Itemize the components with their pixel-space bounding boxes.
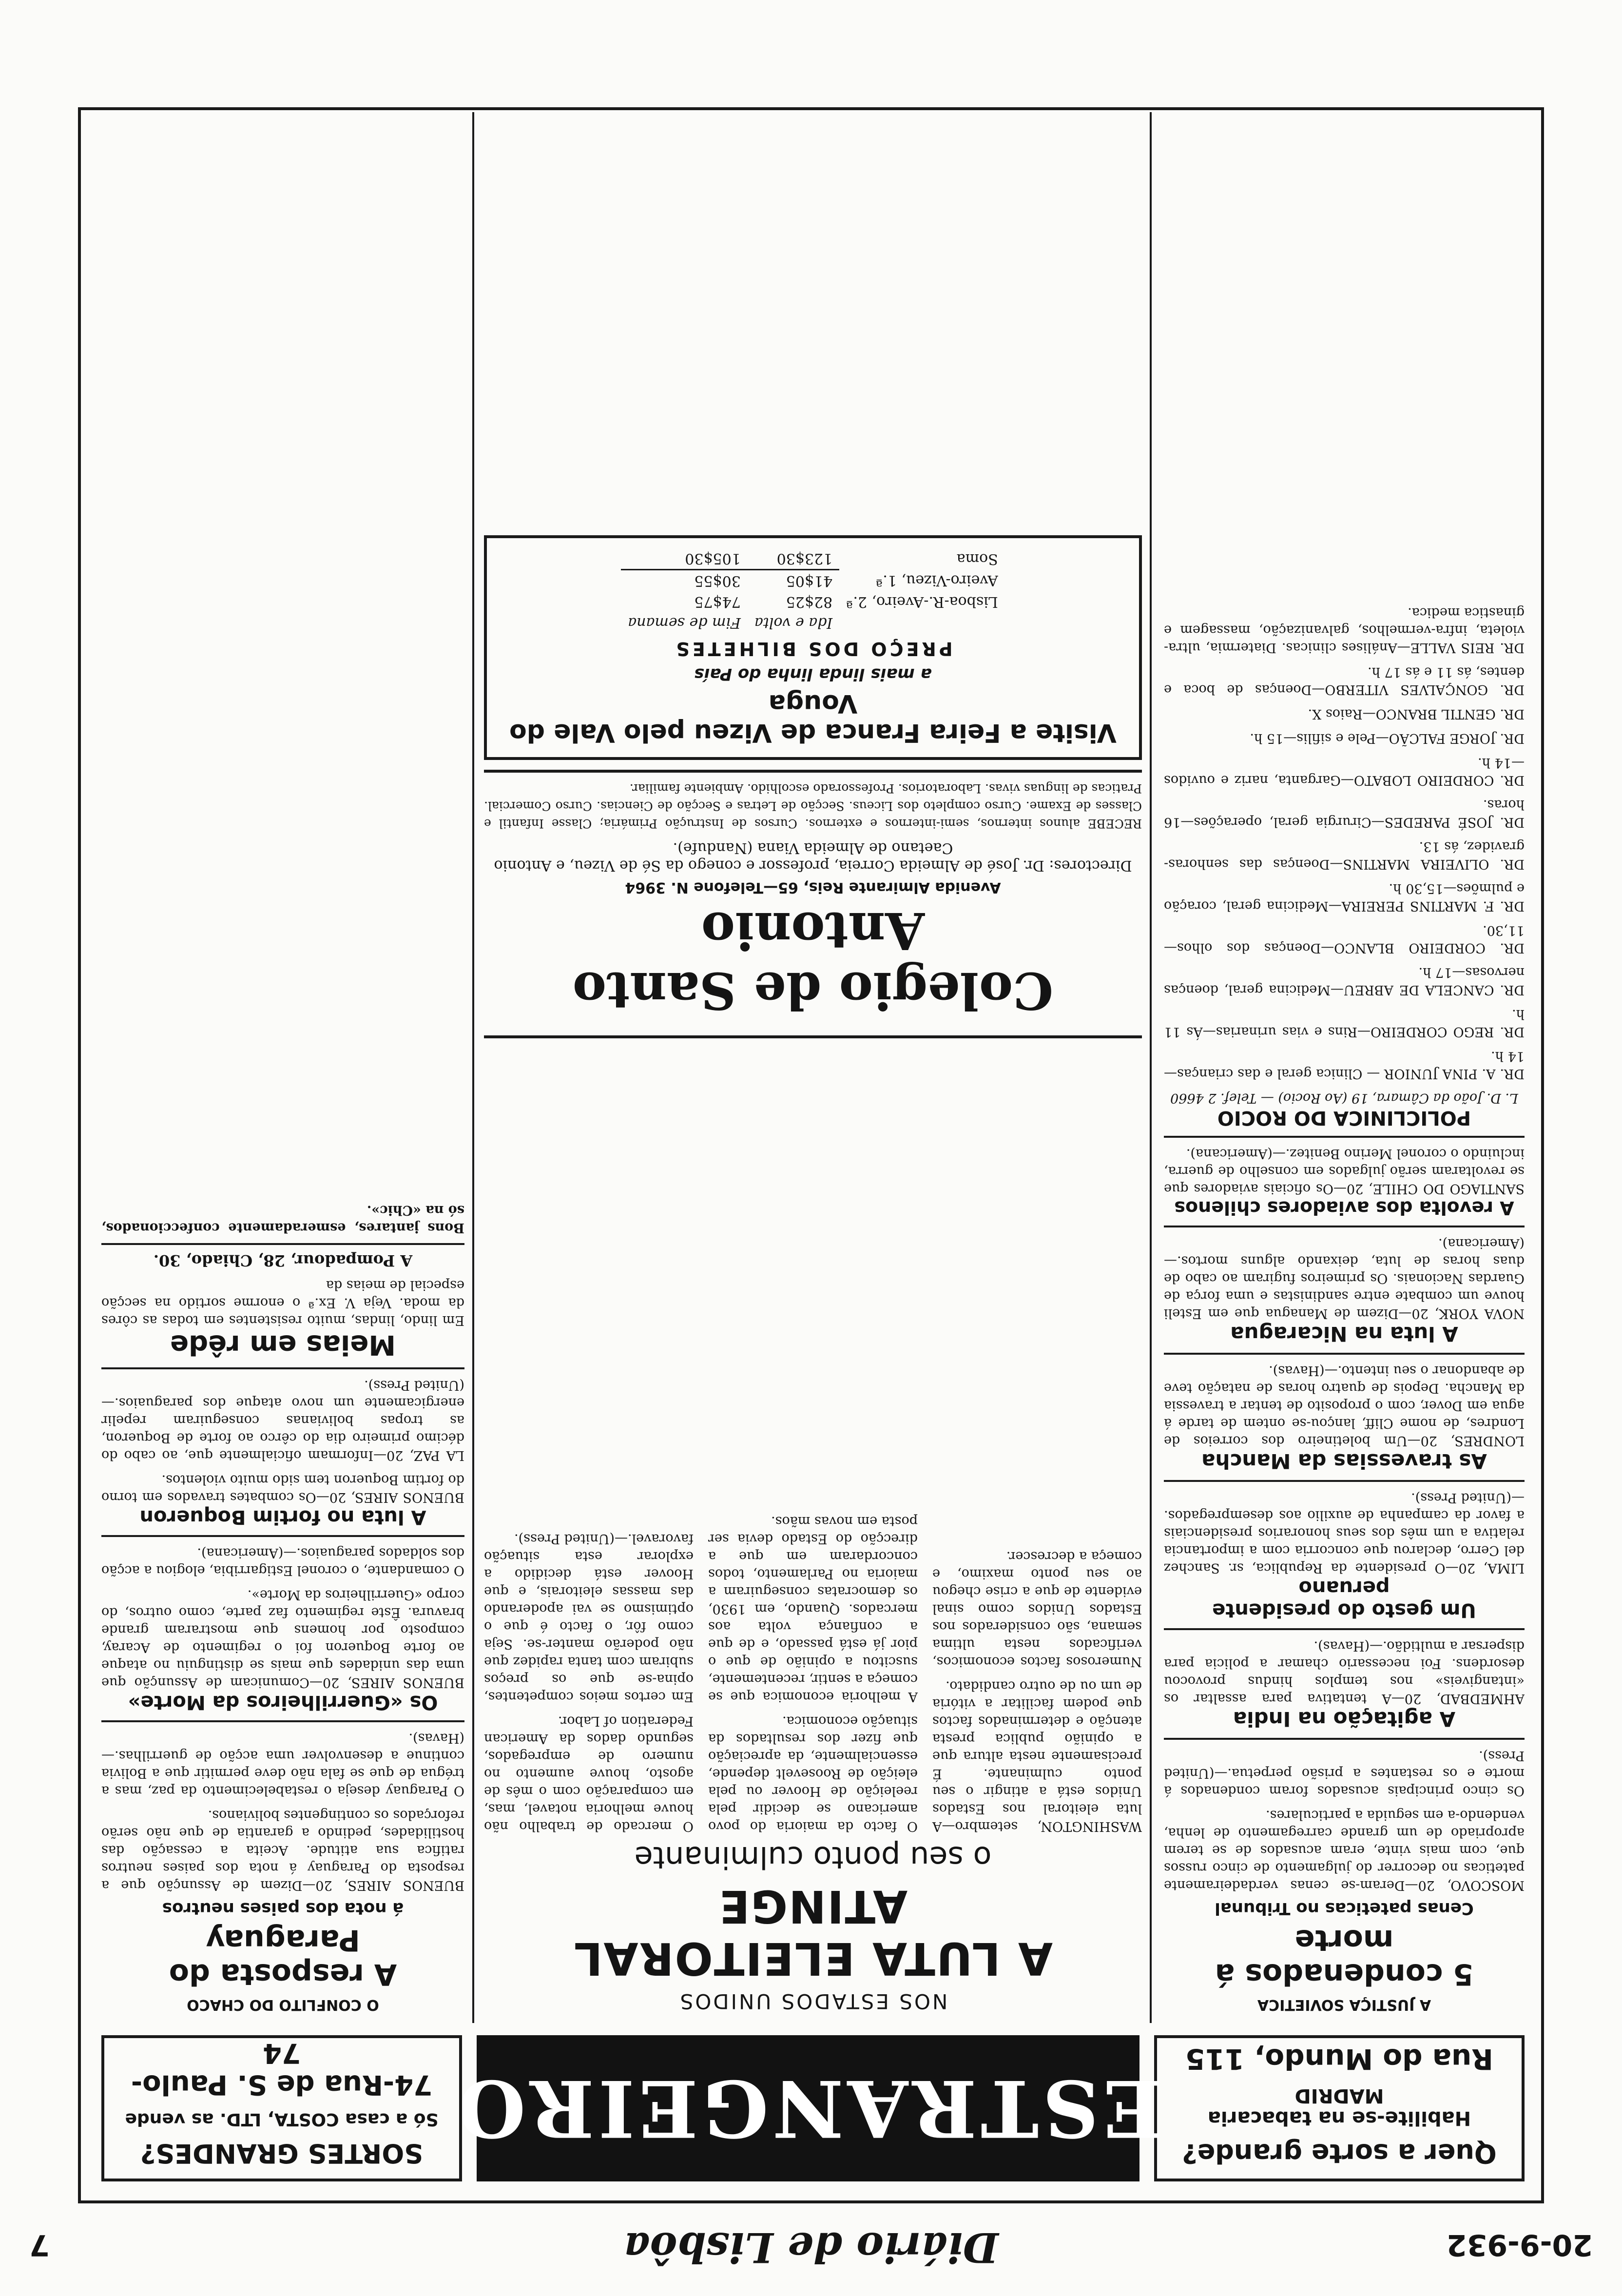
divider <box>1164 1480 1525 1482</box>
table-row <box>621 591 1004 612</box>
chaco-column <box>101 117 464 2018</box>
section-banner-text: ESTRANGEIRO <box>454 2063 1162 2154</box>
clinic-line: DR. CANCELA DE ABREU—Medicina geral, doenças nervosas—17 h. <box>1164 965 1525 997</box>
clinic-line: DR. F. MARTINS PEREIRA—Medicina geral, coração e pulmões—15,30 h. <box>1164 881 1525 914</box>
kicker-justica: A JUSTIÇA SOVIETICA <box>1257 1996 1431 2013</box>
article-paragraph: O facto da maioria do povo americano se decidir pela reeleição de Hoover ou pela eleição de Roosevelt depende, essencialmente, da apreciação que fizer dos resultados da situação economica. <box>708 1713 918 1834</box>
column-rule <box>1150 112 1152 2023</box>
article-paragraph: AHMEDBAD, 20—A tentativa para assaltar os «intangiveis» nos templos hindus provocou desordens. Foi necessario chamar a policia para dispersar a multidão.—(Havas). <box>1164 1638 1525 1706</box>
article-paragraph: BUENOS AIRES, 20—Os combates travados em torno do fortim Boqueron tem sido muito violentos. <box>101 1472 464 1505</box>
headline-india: A agitação na India <box>1233 1707 1456 1731</box>
headline-condenados: 5 condenados á morte <box>1215 1923 1474 1991</box>
article-paragraph: O comandante, o coronel Estigarribia, elogiou a acção dos soldados paraguaios.—(Americana). <box>101 1545 464 1578</box>
table-cell: 41$05 <box>786 572 833 589</box>
article-columns <box>484 1045 1142 1835</box>
divider <box>1164 1628 1525 1630</box>
article-paragraph: WASHINGTON, setembro—A luta eleitoral nos Estados Unidos está a atingir o seu ponto culminante. É precisamente nesta altura que a opinião publica presta atenção e determinados factos que podem facilitar a vitória de um ou de outro candidato. <box>932 1678 1142 1834</box>
ad-sorte-line2: Habilite-se na tabacaria MADRID <box>1207 2084 1471 2129</box>
clinic-line: DR. OLIVEIRA MARTINS—Doenças das senhoras-gravidez, ás 13. <box>1164 839 1525 872</box>
table-row <box>621 570 1004 592</box>
center-column <box>484 117 1142 2018</box>
ad-sortes <box>101 2035 462 2181</box>
column-rule <box>472 112 474 2023</box>
clinic-line: DR. CORDEIRO BLANCO—Doenças dos olhos—11,30. <box>1164 923 1525 955</box>
subhead-neutros: á nota dos paises neutros <box>162 1899 404 1918</box>
article-paragraph: SANTIAGO DO CHILE, 20—Os oficiais aviadores que se revoltaram serão julgados em conselho de guerra, incluindo o coronel Merino Benitez.—(Americana). <box>1164 1146 1525 1196</box>
clinic-line: DR. CORDEIRO LOBATO—Garganta, nariz e ouvidos—14 h. <box>1164 755 1525 788</box>
world-news-column <box>1164 117 1525 2018</box>
table-row <box>621 548 1004 570</box>
table-cell: Aveiro-Vizeu, 1.ª <box>876 572 998 589</box>
clinic-line: DR. JORGE FALCÃO—Pele e sifilis—15 h. <box>1250 731 1525 746</box>
vouga-ad <box>484 535 1142 760</box>
article-paragraph: O mercado de trabalho não houve melhoria notavel, mas, em comparação com o mês de agosto, houve aumento no numero de empregados, segundo dados da American Federation of Labor. <box>484 1713 694 1834</box>
headline-luta-eleitoral: A LUTA ELEITORAL ATINGE <box>573 1880 1053 1985</box>
divider <box>1164 1226 1525 1227</box>
table-header <box>839 612 1005 633</box>
ad-paragraph: Em lindo, lindas, muito resistentes em todas as côres da moda. Veja V. Ex.ª o enorme sortido na secção especial de meias da <box>101 1278 464 1328</box>
divider <box>484 770 1142 773</box>
article-paragraph: NOVA YORK, 20—Dizem de Managua que em Esteli houve um combate entre sandinistas e uma força de Guardas Nacionais. Os primeiros fugiram ao cabo de duas horas de luta, deixando alguns mortos.—(Americana). <box>1164 1236 1525 1321</box>
headline-meias: Meias em rêde <box>170 1329 396 1361</box>
divider <box>101 1367 464 1369</box>
headline-guerrilheiros: Os «Guerrilheiros da Morte» <box>128 1691 438 1713</box>
table-cell: 30$55 <box>694 572 741 589</box>
table-header: Ida e volta <box>754 614 833 631</box>
kicker-chaco: O CONFLITO DO CHACO <box>187 1996 379 2013</box>
divider <box>1164 1353 1525 1355</box>
article-paragraph: Em certos meios competentes, opina-se que os preços subiram com tanta rapidez que não poderão manter-se. Seja como fôr, o facto é que o optimismo se vai apoderando das massas eleitorais, e que Hoover está decidido a explorar esta situação favoravel.—(United Press). <box>484 1531 694 1704</box>
divider <box>1164 1738 1525 1740</box>
table-cell: 105$30 <box>621 548 748 570</box>
headline-paraguay: A resposta do Paraguay <box>169 1923 397 1991</box>
ad-paragraph: A Pompadour, 28, Chiado, 30. <box>153 1251 413 1270</box>
ad-paragraph: Bons jantares, esmeradamente confeccionados, só na «Chic». <box>101 1203 464 1235</box>
clinic-line: DR. REGO CORDEIRO—Rins e vias urinarias—Ás 11 h. <box>1164 1007 1525 1039</box>
divider <box>484 1035 1142 1038</box>
divider <box>101 1243 464 1245</box>
subhead-tribunal: Cenas pateticas no Tribunal <box>1215 1899 1474 1918</box>
ad-sorte-line3: Rua do Mundo, 115 <box>1185 2043 1493 2076</box>
ad-sorte <box>1154 2035 1525 2181</box>
subhead-culminante: o seu ponto culminante <box>634 1840 992 1875</box>
table-header: Fim de semana <box>628 614 741 631</box>
article-paragraph: Numerosos factos economicos, verificados nesta ultima semana, são considerados nos Estados Unidos como sinal evidente de que a crise chegou ao seu ponto maximo, e começa a decrescer. <box>932 1549 1142 1669</box>
masthead-title: Diário de Lisbôa <box>623 2223 999 2272</box>
headline-vouga: Visite a Feira Franca de Vizeu pelo Vale do Vouga <box>509 689 1117 747</box>
date: 20-9-932 <box>1446 2228 1593 2262</box>
masthead <box>19 2213 1603 2277</box>
headline-mancha: As travessias da Mancha <box>1201 1449 1487 1473</box>
headline-boqueron: A luta no fortim Boqueron <box>139 1506 426 1528</box>
headline-peru: Um gesto do presidente peruano <box>1212 1576 1476 1621</box>
headline-chile: A revolta dos aviadores chilenos <box>1174 1197 1514 1219</box>
article-paragraph: BUENOS AIRES, 20—Comunicam de Assunção que uma das unidades que mais se distinguiu no ataque ao forte Boqueron foi o regimento de Acaray, composto por homens que mostraram grande bravura. Êste regimento faz parte, como outros, do corpo «Guerrilheiros da Morte». <box>101 1587 464 1690</box>
headline-nicaragua: A luta na Nicaragua <box>1230 1322 1458 1346</box>
article-paragraph: MOSCOVO, 20—Deram-se cenas verdadeiramente pateticas no decorrer do julgamento de cinco russos que, com mais vinte, eram acusados de se terem apropriado de um grande carregamento de lenha, vendendo-a em seguida a particulares. <box>1164 1808 1525 1893</box>
kicker-eua: NOS ESTADOS UNIDOS <box>678 1989 948 2013</box>
ad-sortes-line3: 74-Rua de S. Paulo-74 <box>131 2037 433 2101</box>
price-table <box>621 548 1004 633</box>
table-cell: 82$25 <box>786 593 833 610</box>
headline-policlinica: POLICLINICA DO ROCIO <box>1217 1107 1471 1129</box>
clinic-line: DR. REIS VALLE—Análises clinicas. Diatermia, ultra-violeta, infra-vermelhos, galvanização, massagem e ginastica medica. <box>1164 605 1525 655</box>
article-paragraph: LA PAZ, 20—Informam oficialmente que, ao cabo do décimo primeiro dia do cêrco ao forte de Boqueron, as tropas bolivianas conseguiram repelir energicamente um novo ataque dos paraguaios.—(United Press). <box>101 1378 464 1463</box>
table-cell: 74$75 <box>694 593 741 610</box>
clinic-line: DR. JOSÉ PAREDES—Cirurgia geral, operações—16 horas. <box>1164 797 1525 830</box>
clinic-line: DR. GONÇALVES VITERBO—Doenças de boca e dentes, ás 11 e ás 17 h. <box>1164 664 1525 697</box>
article-paragraph: BUENOS AIRES, 20—Dizem de Assunção que a resposta do Paraguay á nota dos paises neutros ratifica sua atitude. Aceita a cessação das hostilidades, pedindo a garantia de que não serão reforçados os contingentes bolivianos. <box>101 1808 464 1893</box>
divider <box>101 1720 464 1722</box>
table-cell: Soma <box>956 550 998 567</box>
article-paragraph: LIMA, 20—O presidente da Republica, sr. Sanchez del Cerro, declarou que concorria com a importancia relativa a um mês dos seus honorarios presidenciais a favor da campanha de auxilio aos desempregados.—(United Press). <box>1164 1490 1525 1576</box>
divider <box>101 1535 464 1537</box>
colegio-address: Avenida Almirante Reis, 65—Telefone N. 3964 <box>625 879 1001 896</box>
article-paragraph: A melhoria economica que se começa a sentir, recentemente, suscitou a opinião de que o pior já está passado, e de que a confiança volta aos mercados. Quando, em 1930, os democratas conseguiram a maioria no Parlamento, todos concordaram em que a direcção do Estado devia ser posta em novas mãos. <box>708 1514 918 1704</box>
article-paragraph: LONDRES, 20—Um boletineiro dos correios de Londres, de nome Cliff, lançou-se ontem de tarde á agua em Dover, com o proposito de tentar a travessia da Mancha. Depois de quatro horas de natação teve de abandonar o seu intento.—(Havas). <box>1164 1363 1525 1448</box>
colegio-description: RECEBE alunos internos, semi-internos e externos. Cursos de Instrução Primária; Classe Infantil e Classes de Exame. Curso completo dos Liceus. Secção de Letras e Secção de Ciencias. Curso Comercial. Praticas de linguas vivas. Laboratorios. Professorado escolhido. Ambiente familiar. <box>484 781 1142 831</box>
article-paragraph: O Paraguay deseja o restabelecimento da paz, mas a trégua de que se fala não deve permitir que a Bolivia continue a desenvolver uma acção de guerrilhas.—(Havas). <box>101 1731 464 1798</box>
table-row <box>621 612 1004 633</box>
article-paragraph: Os cinco principais acusados foram condenados á morte e os restantes a prisão perpetua.—(United Press). <box>1164 1748 1525 1798</box>
table-cell: Lisboa-R.-Aveiro, 2.ª <box>846 593 998 610</box>
subhead-vouga: a mais linda linha do País <box>694 664 932 684</box>
divider <box>1164 1136 1525 1138</box>
page-number: 7 <box>29 2228 50 2262</box>
clinic-address: L. D. João da Câmara, 19 (Ao Rocio) — Telef. 2 4660 <box>1170 1090 1518 1106</box>
section-banner <box>454 2035 1162 2181</box>
headline-colegio: Colegio de Santo Antonio <box>572 901 1054 1021</box>
table-title: PREÇO DOS BILHETES <box>673 638 953 660</box>
table-cell: 123$30 <box>748 548 839 570</box>
ad-sorte-line1: Quer a sorte grande? <box>1182 2138 1497 2169</box>
ad-sortes-line1: SORTES GRANDES? <box>140 2138 424 2169</box>
colegio-directors: Directores: Dr. José de Almeida Correia, professor e conego da Sé de Vizeu, e Antonio Caetano de Almeida Viana (Nandufe). <box>494 839 1132 874</box>
clinic-line: DR. A. PINA JUNIOR — Clinica geral e das crianças—14 h. <box>1164 1049 1525 1081</box>
ad-sortes-line2: Só a casa COSTA, LTD. as vende <box>125 2109 439 2129</box>
clinic-line: DR. GENTIL BRANCO—Raios X. <box>1308 706 1525 721</box>
